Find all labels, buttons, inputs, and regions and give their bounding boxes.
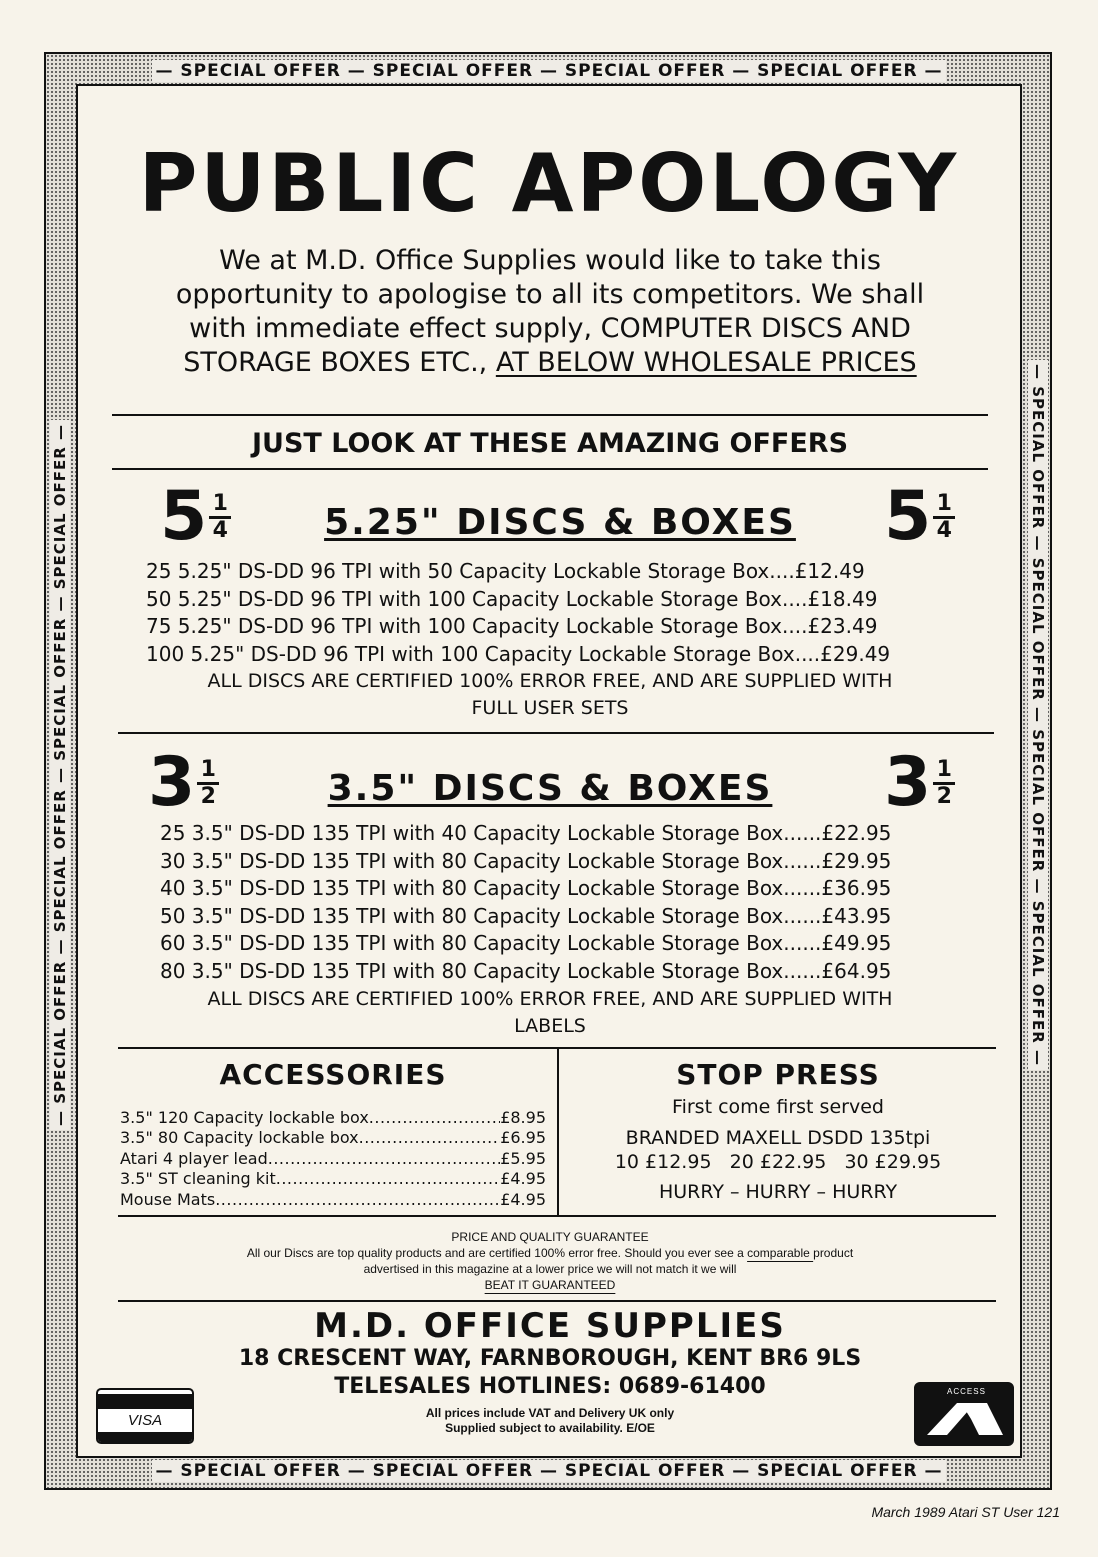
fraction-stack xyxy=(933,492,955,543)
guarantee-block xyxy=(112,1229,988,1293)
leader-dots xyxy=(359,1128,501,1148)
fraction-3-half-right xyxy=(884,743,955,822)
accessory-price: £8.95 xyxy=(500,1108,546,1127)
border-right-label: — SPECIAL OFFER — SPECIAL OFFER — SPECIAL OFFER — SPECIAL OFFER — xyxy=(1028,360,1048,1070)
price-row-price: £36.95 xyxy=(821,876,892,901)
price-row xyxy=(160,875,891,903)
section-note-line: FULL USER SETS xyxy=(471,697,629,719)
leader-dots xyxy=(369,1108,500,1128)
page-footer: March 1989 Atari ST User 121 xyxy=(871,1504,1060,1520)
price-row-desc: 25 5.25" DS-DD 96 TPI with 50 Capacity Lockable Storage Box.... xyxy=(146,559,795,583)
section-note-line: ALL DISCS ARE CERTIFIED 100% ERROR FREE, AND ARE SUPPLIED WITH xyxy=(207,988,893,1010)
section-note-line: LABELS xyxy=(514,1015,586,1037)
price-row-price: £64.95 xyxy=(821,958,892,983)
accessories-title: ACCESSORIES xyxy=(219,1058,447,1091)
company-phone: TELESALES HOTLINES: 0689-61400 xyxy=(334,1374,766,1399)
price-row-price: £12.49 xyxy=(794,559,865,583)
accessory-desc: Mouse Mats xyxy=(120,1189,216,1209)
price-row xyxy=(160,848,891,876)
fraction-whole: 5 xyxy=(884,477,932,556)
section-35-price-list xyxy=(160,820,891,986)
fraction-denominator: 4 xyxy=(212,517,228,543)
guarantee-emphasis: comparable xyxy=(747,1246,814,1260)
visa-stripe xyxy=(98,1394,192,1409)
price-row-price: £43.95 xyxy=(821,903,892,928)
guarantee-line: advertised in this magazine at a lower price we will not match it we will xyxy=(363,1262,737,1276)
intro-line: We at M.D. Office Supplies would like to take this xyxy=(219,245,881,276)
accessory-row xyxy=(120,1128,546,1148)
fraction-numerator: 1 xyxy=(936,756,952,782)
headline: PUBLIC APOLOGY xyxy=(138,137,960,230)
fine-print-line: Supplied subject to availability. E/OE xyxy=(445,1421,655,1435)
accessory-desc: 3.5" 80 Capacity lockable box xyxy=(120,1128,359,1148)
stop-press-line: BRANDED MAXELL DSDD 135tpi xyxy=(625,1127,931,1149)
accessories-list xyxy=(120,1108,546,1210)
section-35-title: 3.5" DISCS & BOXES xyxy=(327,768,773,809)
guarantee-text: product xyxy=(813,1246,854,1260)
fraction-stack xyxy=(209,492,231,543)
intro-line4-prefix: STORAGE BOXES ETC., xyxy=(183,347,496,378)
accessory-desc: 3.5" 120 Capacity lockable box xyxy=(120,1108,369,1127)
divider xyxy=(118,1215,996,1217)
fraction-3-half-left xyxy=(148,743,219,822)
price-row xyxy=(160,820,891,848)
fraction-5-quarter-left xyxy=(160,477,231,556)
guarantee-text: All our Discs are top quality products and are certified 100% error free. Should you ever see a xyxy=(246,1246,748,1260)
divider xyxy=(112,468,988,470)
fraction-whole: 3 xyxy=(884,743,932,822)
accessory-row xyxy=(120,1169,546,1189)
fraction-whole: 5 xyxy=(160,477,208,556)
access-card-logo xyxy=(914,1382,1014,1446)
fraction-stack xyxy=(933,758,955,809)
stop-press-prices: 10 £12.95 20 £22.95 30 £29.95 xyxy=(614,1151,942,1173)
fraction-denominator: 4 xyxy=(936,517,952,543)
price-row-desc: 75 5.25" DS-DD 96 TPI with 100 Capacity Lockable Storage Box.... xyxy=(146,614,808,639)
access-label: ACCESS xyxy=(947,1387,986,1396)
border-left-label: — SPECIAL OFFER — SPECIAL OFFER — SPECIAL OFFER — SPECIAL OFFER — xyxy=(50,420,70,1130)
price-row xyxy=(160,958,891,986)
accessory-price: £5.95 xyxy=(500,1148,546,1168)
price-row-desc: 40 3.5" DS-DD 135 TPI with 80 Capacity Lockable Storage Box...... xyxy=(160,876,822,901)
fraction-5-quarter-right xyxy=(884,477,955,556)
company-name: M.D. OFFICE SUPPLIES xyxy=(314,1306,786,1346)
price-row-desc: 50 3.5" DS-DD 135 TPI with 80 Capacity Lockable Storage Box...... xyxy=(160,903,822,928)
company-fine-print xyxy=(112,1406,988,1436)
offers-heading: JUST LOOK AT THESE AMAZING OFFERS xyxy=(251,428,849,459)
price-row-desc: 50 5.25" DS-DD 96 TPI with 100 Capacity Lockable Storage Box.... xyxy=(146,586,808,611)
border-right-text xyxy=(1023,15,1053,1415)
border-left-text xyxy=(45,75,75,1475)
guarantee-title: PRICE AND QUALITY GUARANTEE xyxy=(451,1230,649,1244)
price-row-desc: 60 3.5" DS-DD 135 TPI with 80 Capacity Lockable Storage Box...... xyxy=(160,931,822,956)
stop-press-line: HURRY – HURRY – HURRY xyxy=(658,1181,898,1203)
price-row-price: £29.95 xyxy=(821,848,892,873)
section-525-price-list xyxy=(146,558,890,668)
fraction-numerator: 1 xyxy=(936,490,952,516)
price-row xyxy=(146,558,890,586)
guarantee-line xyxy=(112,1277,988,1293)
accessory-row xyxy=(120,1108,546,1128)
price-row xyxy=(160,930,891,958)
price-row xyxy=(146,586,890,614)
visa-stripe xyxy=(98,1432,192,1442)
section-525-title: 5.25" DISCS & BOXES xyxy=(324,502,796,543)
guarantee-beat-it: BEAT IT GUARANTEED xyxy=(484,1278,616,1292)
intro-line: with immediate effect supply, COMPUTER DISCS AND xyxy=(189,313,911,344)
price-row xyxy=(160,903,891,931)
accessory-desc: Atari 4 player lead xyxy=(120,1148,268,1168)
accessory-desc: 3.5" ST cleaning kit xyxy=(120,1169,276,1189)
divider xyxy=(118,1300,996,1302)
price-row-desc: 30 3.5" DS-DD 135 TPI with 80 Capacity Lockable Storage Box...... xyxy=(160,848,822,873)
intro-line: opportunity to apologise to all its competitors. We shall xyxy=(175,279,925,310)
intro-line xyxy=(100,346,1000,380)
border-top-text xyxy=(60,56,1038,86)
stop-press-title: STOP PRESS xyxy=(676,1058,880,1091)
fine-print-line: All prices include VAT and Delivery UK only xyxy=(425,1406,675,1420)
leader-dots xyxy=(276,1169,500,1189)
leader-dots xyxy=(215,1190,500,1210)
guarantee-line xyxy=(112,1245,988,1261)
price-row-price: £49.95 xyxy=(821,931,892,956)
section-525-note xyxy=(112,668,988,722)
column-divider xyxy=(557,1049,559,1215)
fraction-stack xyxy=(197,758,219,809)
border-top-label: — SPECIAL OFFER — SPECIAL OFFER — SPECIAL OFFER — SPECIAL OFFER — xyxy=(152,60,947,82)
fraction-denominator: 2 xyxy=(936,783,952,809)
fraction-denominator: 2 xyxy=(200,783,216,809)
fraction-whole: 3 xyxy=(148,743,196,822)
intro-paragraph xyxy=(100,244,1000,380)
divider xyxy=(112,414,988,416)
price-row-price: £22.95 xyxy=(821,821,892,845)
accessory-price: £6.95 xyxy=(500,1128,546,1148)
section-note-line: ALL DISCS ARE CERTIFIED 100% ERROR FREE, AND ARE SUPPLIED WITH xyxy=(207,670,893,692)
company-address: 18 CRESCENT WAY, FARNBOROUGH, KENT BR6 9LS xyxy=(238,1346,862,1371)
visa-label: VISA xyxy=(127,1412,163,1429)
accessory-row xyxy=(120,1149,546,1169)
fraction-numerator: 1 xyxy=(200,756,216,782)
stop-press-line: First come first served xyxy=(672,1096,884,1118)
price-row-price: £23.49 xyxy=(807,614,878,639)
section-35-note xyxy=(112,986,988,1040)
price-row xyxy=(146,641,890,669)
access-logo-icon xyxy=(917,1385,1011,1443)
accessory-price: £4.95 xyxy=(500,1169,546,1189)
price-row-desc: 100 5.25" DS-DD 96 TPI with 100 Capacity Lockable Storage Box.... xyxy=(146,641,821,666)
divider xyxy=(118,732,994,734)
intro-line4-emphasis: AT BELOW WHOLESALE PRICES xyxy=(495,347,917,378)
price-row-desc: 25 3.5" DS-DD 135 TPI with 40 Capacity Lockable Storage Box...... xyxy=(160,821,822,845)
border-bottom-label: — SPECIAL OFFER — SPECIAL OFFER — SPECIAL OFFER — SPECIAL OFFER — xyxy=(152,1460,947,1482)
accessory-row xyxy=(120,1190,546,1210)
accessory-price: £4.95 xyxy=(500,1189,546,1209)
price-row-price: £29.49 xyxy=(820,641,891,666)
fraction-numerator: 1 xyxy=(212,490,228,516)
price-row-price: £18.49 xyxy=(807,586,878,611)
leader-dots xyxy=(268,1149,500,1169)
visa-card-logo xyxy=(96,1388,194,1444)
price-row-desc: 80 3.5" DS-DD 135 TPI with 80 Capacity Lockable Storage Box...... xyxy=(160,958,822,983)
border-bottom-text xyxy=(60,1456,1038,1486)
price-row xyxy=(146,613,890,641)
